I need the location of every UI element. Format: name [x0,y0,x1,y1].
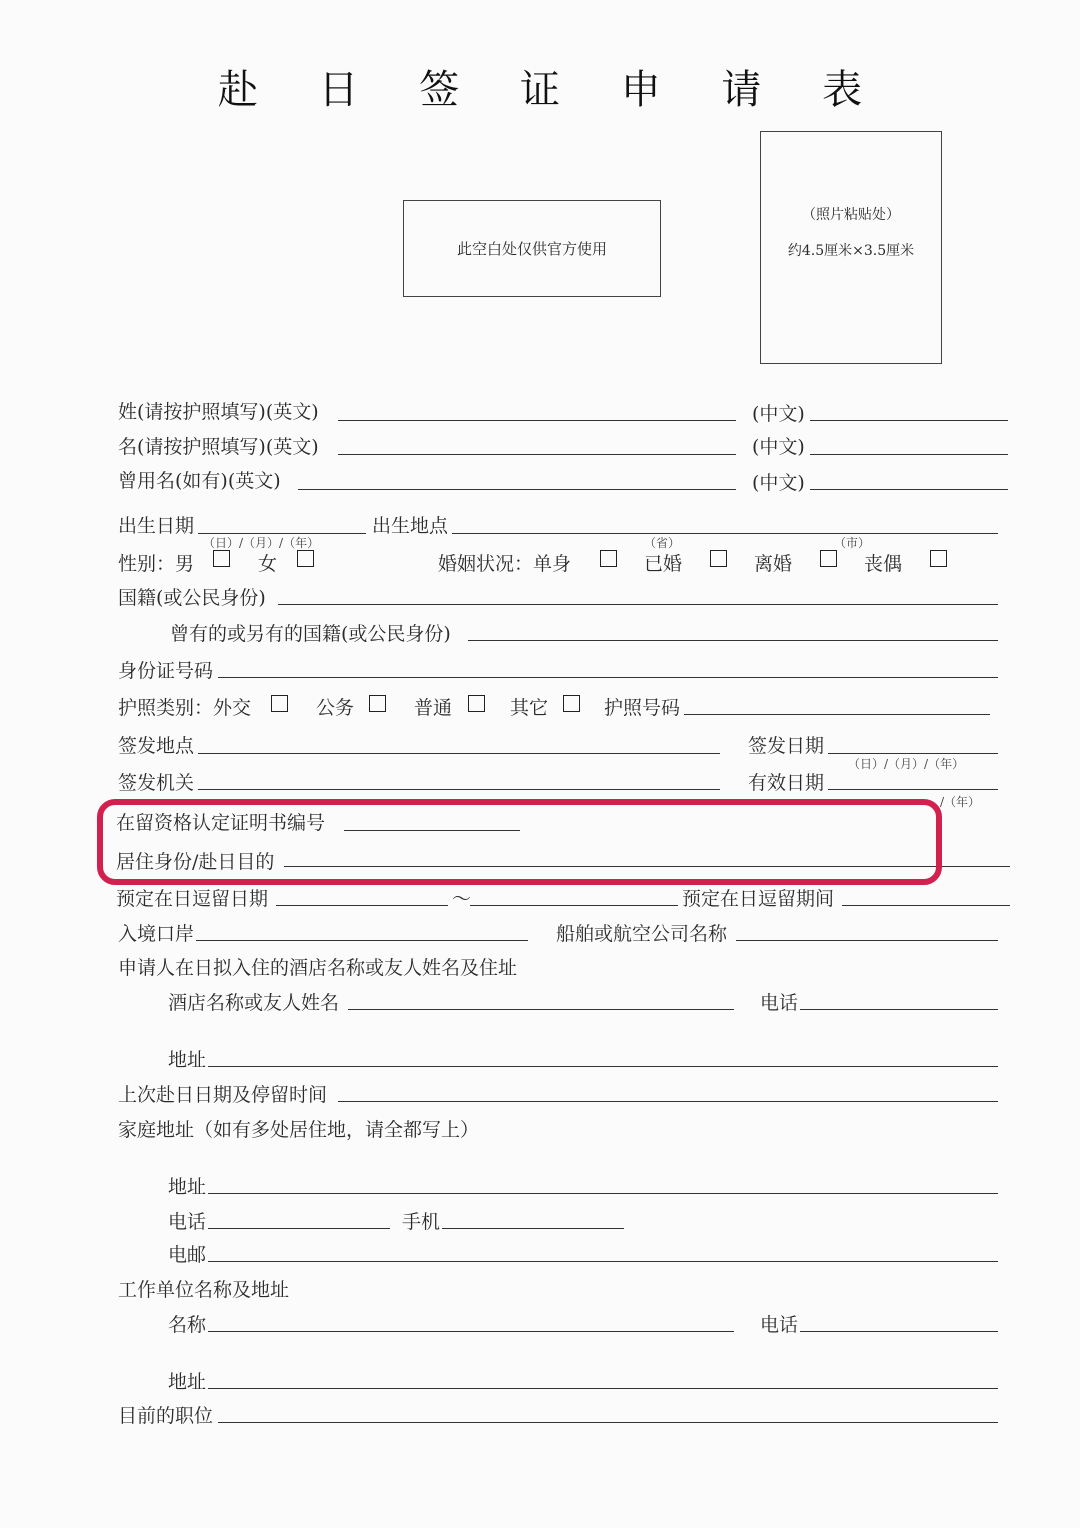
given-en-field[interactable] [338,454,736,455]
email-label: 电邮 [168,1244,207,1266]
home-address-field[interactable] [208,1193,998,1194]
widowed-label: 丧偶 [864,553,903,575]
official-checkbox[interactable] [369,695,386,712]
photo-label: （照片粘贴处） [802,207,900,223]
given-cn-label: (中文) [752,436,805,458]
mobile-label: 手机 [402,1211,441,1233]
married-checkbox[interactable] [710,550,727,567]
sex-female-label: 女 [258,553,278,575]
single-checkbox[interactable] [600,550,617,567]
surname-en-field[interactable] [338,420,736,421]
former-en-label: 曾用名(如有)(英文) [118,470,281,492]
valid-date-field[interactable] [828,789,998,790]
divorced-label: 离婚 [754,553,793,575]
other-checkbox[interactable] [563,695,580,712]
city-hint: （市） [834,536,871,550]
province-hint: （省） [644,536,681,550]
hotel-phone-label: 电话 [760,992,799,1014]
photo-box [760,131,942,364]
home-phone-field[interactable] [208,1228,390,1229]
passport-other-label: 其它 [510,697,549,719]
hotel-name-field[interactable] [348,1009,734,1010]
employer-name-field[interactable] [208,1331,734,1332]
issue-authority-field[interactable] [198,789,720,790]
widowed-checkbox[interactable] [930,550,947,567]
last-visit-field[interactable] [338,1101,998,1102]
birth-date-label: 出生日期 [118,515,195,537]
birth-place-field[interactable] [452,533,998,534]
employer-address-field[interactable] [208,1388,998,1389]
home-address-label: 地址 [168,1176,207,1198]
passport-number-label: 护照号码 [604,697,681,719]
ship-airline-label: 船舶或航空公司名称 [556,923,728,945]
passport-official-label: 公务 [316,697,355,719]
coe-number-label: 在留资格认定证明书编号 [116,812,326,834]
birth-place-label: 出生地点 [372,515,449,537]
marital-single-label: 婚姻状况：单身 [438,553,572,575]
passport-ordinary-label: 普通 [414,697,453,719]
mobile-field[interactable] [442,1228,624,1229]
position-field[interactable] [218,1422,998,1423]
given-en-label: 名(请按护照填写)(英文) [118,436,319,458]
hotel-section-label: 申请人在日拟入住的酒店名称或友人姓名及住址 [118,957,518,979]
male-checkbox[interactable] [213,550,230,567]
email-field[interactable] [208,1261,998,1262]
stay-start-field[interactable] [276,905,448,906]
hotel-address-field[interactable] [208,1066,998,1067]
nationality-field[interactable] [278,604,998,605]
sex-male-label: 性别：男 [118,553,195,575]
nationality-label: 国籍(或公民身份) [118,587,266,609]
given-cn-field[interactable] [810,454,1008,455]
purpose-label: 居住身份/赴日目的 [116,851,275,873]
birth-date-hint: （日）/（月）/（年） [203,536,320,550]
issue-date-hint: （日）/（月）/（年） [848,757,965,771]
hotel-address-label: 地址 [168,1049,207,1071]
surname-cn-field[interactable] [810,420,1008,421]
id-number-field[interactable] [218,677,998,678]
entry-port-label: 入境口岸 [118,923,195,945]
position-label: 目前的职位 [118,1405,214,1427]
issue-place-field[interactable] [198,753,720,754]
ordinary-checkbox[interactable] [468,695,485,712]
photo-size: 约4.5厘米×3.5厘米 [787,243,915,259]
home-address-heading: 家庭地址（如有多处居住地，请全都写上） [118,1119,480,1141]
stay-period-field[interactable] [842,905,1010,906]
id-number-label: 身份证号码 [118,660,214,682]
former-cn-label: (中文) [752,472,805,494]
last-visit-label: 上次赴日日期及停留时间 [118,1084,328,1106]
ship-airline-field[interactable] [736,940,998,941]
issue-date-field[interactable] [828,753,998,754]
stay-dates-label: 预定在日逗留日期 [116,888,269,910]
passport-number-field[interactable] [684,714,990,715]
home-phone-label: 电话 [168,1211,207,1233]
official-use-box [403,200,661,297]
employer-phone-label: 电话 [760,1314,799,1336]
employer-name-label: 名称 [168,1314,207,1336]
entry-port-field[interactable] [196,940,528,941]
issue-place-label: 签发地点 [118,735,195,757]
form-title: 赴 日 签 证 申 请 表 [217,67,887,113]
female-checkbox[interactable] [297,550,314,567]
former-nationality-label: 曾有的或另有的国籍(或公民身份) [170,623,451,645]
former-nationality-field[interactable] [468,640,998,641]
stay-period-label: 预定在日逗留期间 [682,888,835,910]
issue-date-label: 签发日期 [748,735,825,757]
former-en-field[interactable] [298,489,736,490]
highlight-outline [97,799,942,885]
hotel-phone-field[interactable] [800,1009,998,1010]
employer-heading: 工作单位名称及地址 [118,1279,290,1301]
official-use-text: 此空白处仅供官方使用 [456,240,607,258]
former-cn-field[interactable] [810,489,1008,490]
married-label: 已婚 [644,553,683,575]
hotel-name-label: 酒店名称或友人姓名 [168,992,340,1014]
employer-phone-field[interactable] [800,1331,998,1332]
surname-en-label: 姓(请按护照填写)(英文) [118,401,319,423]
surname-cn-label: (中文) [752,403,805,425]
valid-date-hint: /（年） [940,795,981,809]
diplomatic-checkbox[interactable] [271,695,288,712]
issue-authority-label: 签发机关 [118,772,195,794]
stay-end-field[interactable] [470,905,678,906]
date-range-tilde: ～ [452,888,472,910]
divorced-checkbox[interactable] [820,550,837,567]
passport-diplomatic-label: 护照类别：外交 [118,697,252,719]
employer-address-label: 地址 [168,1371,207,1393]
valid-date-label: 有效日期 [748,772,825,794]
